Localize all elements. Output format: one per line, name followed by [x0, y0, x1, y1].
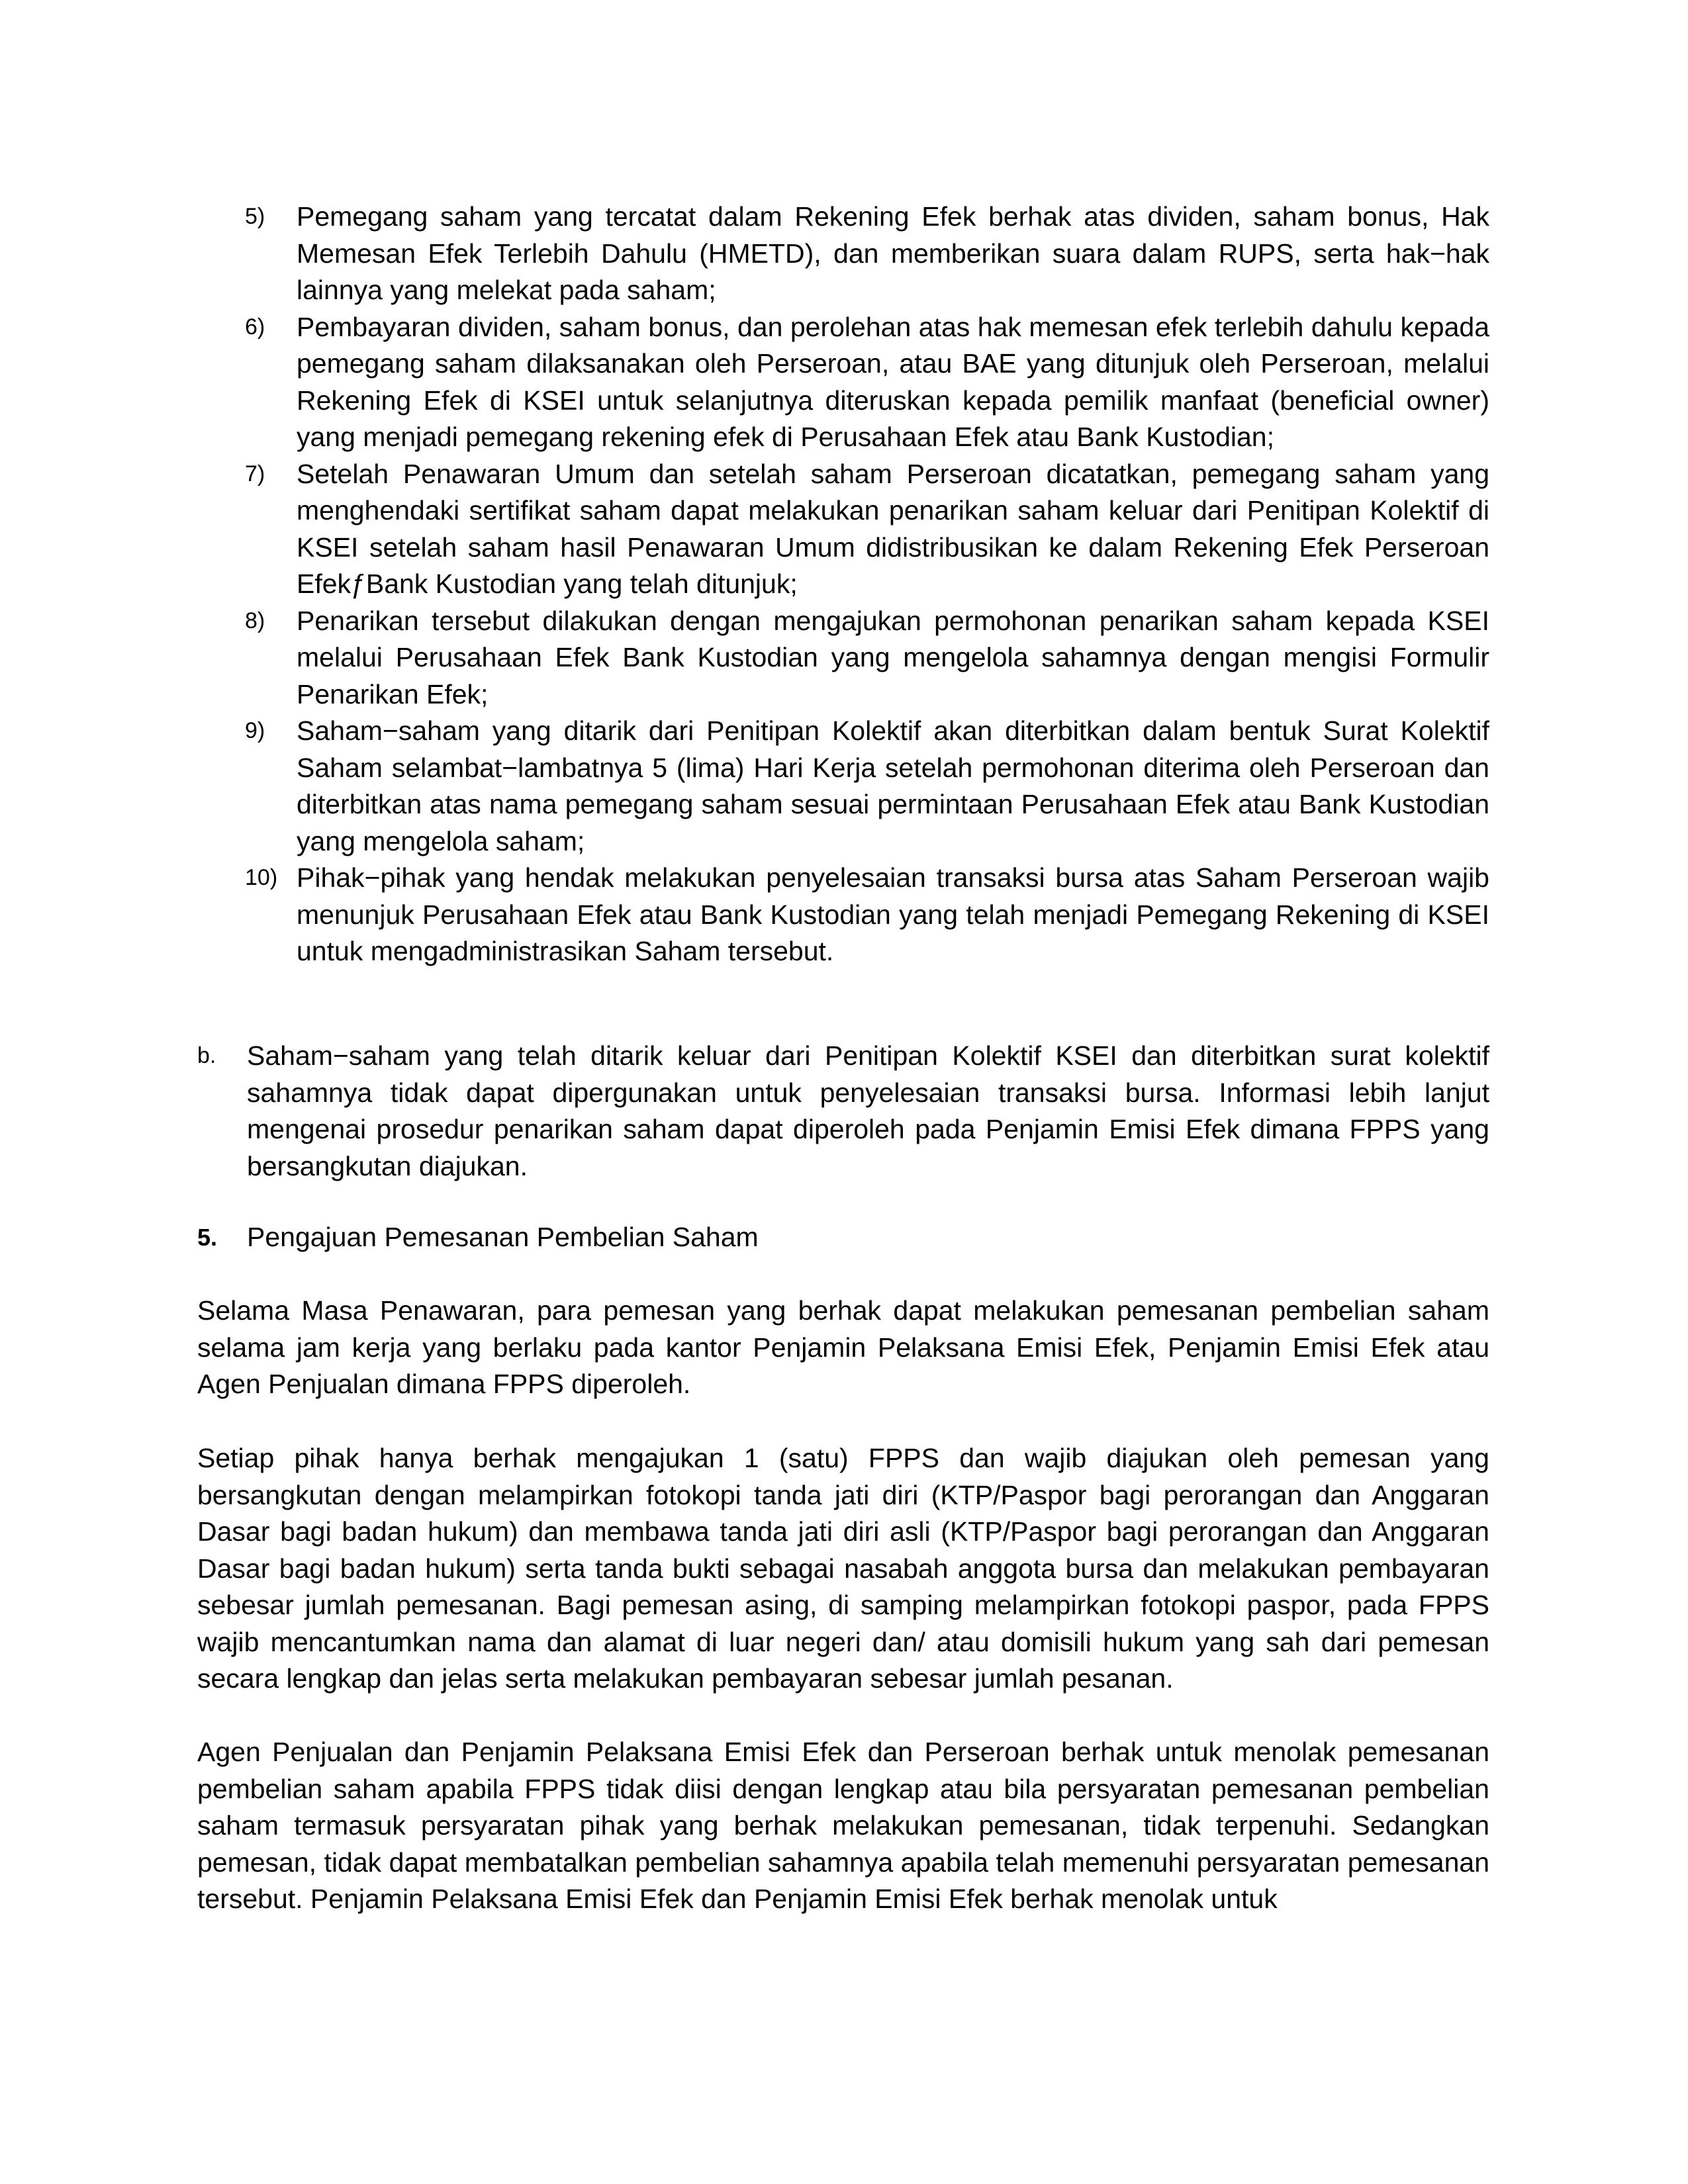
body-paragraph: Setiap pihak hanya berhak mengajukan 1 (satu) FPPS dan wajib diajukan oleh pemesan yang bersangkutan dengan melampirkan fotokopi tanda jati diri (KTP/Paspor bagi perorangan dan Anggaran Dasar bagi badan hukum) dan membawa tanda jati diri asli (KTP/Paspor bagi perorangan dan Anggaran Dasar bagi badan hukum) serta tanda bukti sebagai nasabah anggota bursa dan melakukan pembayaran sebesar jumlah pemesanan. Bagi pemesan asing, di samping melampirkan fotokopi paspor, pada FPPS wajib mencantumkan nama dan alamat di luar negeri dan/ atau domisili hukum yang sah dari pemesan secara lengkap dan jelas serta melakukan pembayaran sebesar jumlah pesanan. [197, 1443, 1489, 1694]
list-item-text: Setelah Penawaran Umum dan setelah saham Perseroan dicatatkan, pemegang saham yang menghendaki sertifikat saham dapat melakukan penarikan saham keluar dari Penitipan Kolektif di KSEI setelah saham hasil Penawaran Umum didistribusikan ke dalam Rekening Efek Perseroan EfekƒBank Kustodian yang telah ditunjuk; [297, 458, 1489, 599]
list-marker: 5) [245, 204, 265, 229]
list-marker: 6) [245, 314, 265, 340]
list-item-text: Penarikan tersebut dilakukan dengan mengajukan permohonan penarikan saham kepada KSEI melalui Perusahaan Efek Bank Kustodian yang mengelola sahamnya dengan mengisi Formulir Penarikan Efek; [297, 605, 1489, 709]
list-item-text: Saham−saham yang telah ditarik keluar dari Penitipan Kolektif KSEI dan diterbitkan surat kolektif sahamnya tidak dapat dipergunakan untuk penyelesaian transaksi bursa. Informasi lebih lanjut mengenai prosedur penarikan saham dapat diperoleh pada Penjamin Emisi Efek dimana FPPS yang bersangkutan diajukan. [247, 1040, 1489, 1181]
section-number: 5. [197, 1224, 218, 1251]
list-item [245, 860, 1489, 970]
section-title: Pengajuan Pemesanan Pembelian Saham [247, 1222, 759, 1252]
list-item [197, 1038, 1489, 1185]
list-item [245, 309, 1489, 456]
list-marker: b. [197, 1043, 216, 1068]
list-marker: 10) [245, 865, 278, 890]
list-item [245, 603, 1489, 713]
list-item-text: Pembayaran dividen, saham bonus, dan perolehan atas hak memesan efek terlebih dahulu kepada pemegang saham dilaksanakan oleh Perseroan, atau BAE yang ditunjuk oleh Perseroan, melalui Rekening Efek di KSEI untuk selanjutnya diteruskan kepada pemilik manfaat (beneficial owner) yang menjadi pemegang rekening efek di Perusahaan Efek atau Bank Kustodian; [297, 311, 1489, 452]
list-item-text: Pihak−pihak yang hendak melakukan penyelesaian transaksi bursa atas Saham Perseroan wajib menunjuk Perusahaan Efek atau Bank Kustodian yang telah menjadi Pemegang Rekening di KSEI untuk mengadministrasikan Saham tersebut. [297, 862, 1489, 966]
list-marker: 9) [245, 718, 265, 743]
list-marker: 8) [245, 608, 265, 633]
list-item-text: Pemegang saham yang tercatat dalam Rekening Efek berhak atas dividen, saham bonus, Hak Memesan Efek Terlebih Dahulu (HMETD), dan memberikan suara dalam RUPS, serta hak−hak lainnya yang melekat pada saham; [297, 201, 1489, 305]
body-paragraph: Selama Masa Penawaran, para pemesan yang berhak dapat melakukan pemesanan pembelian saham selama jam kerja yang berlaku pada kantor Penjamin Pelaksana Emisi Efek, Penjamin Emisi Efek atau Agen Penjualan dimana FPPS diperoleh. [197, 1295, 1489, 1399]
list-item [245, 713, 1489, 860]
lettered-item-b [197, 1038, 1489, 1185]
list-item [245, 456, 1489, 603]
list-item [245, 199, 1489, 309]
list-marker: 7) [245, 461, 265, 486]
numbered-list [245, 199, 1489, 970]
body-paragraph: Agen Penjualan dan Penjamin Pelaksana Emisi Efek dan Perseroan berhak untuk menolak pemesanan pembelian saham apabila FPPS tidak diisi dengan lengkap atau bila persyaratan pemesanan pembelian saham termasuk persyaratan pihak yang berhak melakukan pemesanan, tidak terpenuhi. Sedangkan pemesan, tidak dapat membatalkan pembelian sahamnya apabila telah memenuhi persyaratan pemesanan tersebut. Penjamin Pelaksana Emisi Efek dan Penjamin Emisi Efek berhak menolak untuk [197, 1737, 1489, 1914]
list-item-text: Saham−saham yang ditarik dari Penitipan Kolektif akan diterbitkan dalam bentuk Surat Kolektif Saham selambat−lambatnya 5 (lima) Hari Kerja setelah permohonan diterima oleh Perseroan dan diterbitkan atas nama pemegang saham sesuai permintaan Perusahaan Efek atau Bank Kustodian yang mengelola saham; [297, 715, 1489, 856]
